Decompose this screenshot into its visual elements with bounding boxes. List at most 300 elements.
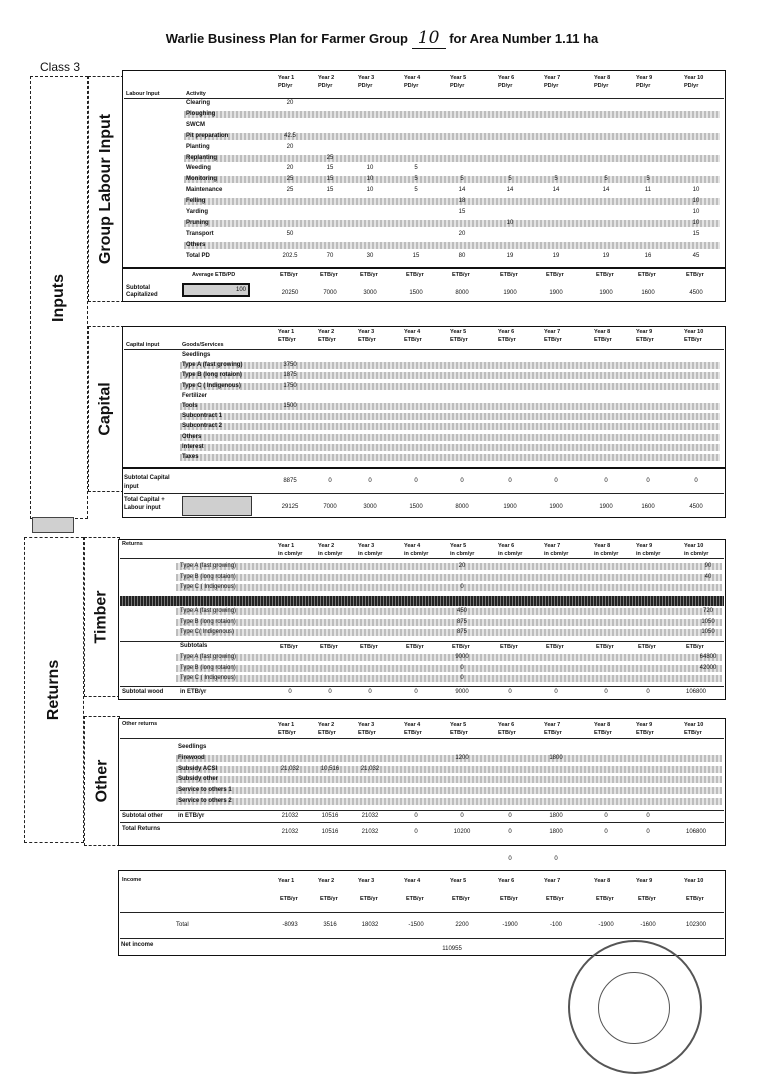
- timber-unit2: ETB/yr: [320, 644, 338, 650]
- labour-cell: 15: [458, 209, 466, 215]
- row-shading: [180, 413, 720, 420]
- labour-subtotal-cell: 4500: [689, 290, 703, 296]
- year-header: Year 6: [498, 75, 515, 81]
- table-rule: [124, 98, 724, 99]
- other-subtotal-cell: 0: [604, 813, 608, 819]
- income-total-cell: 102300: [685, 922, 707, 928]
- income-unit: ETB/yr: [500, 896, 518, 902]
- year-header: Year 10: [684, 722, 704, 728]
- unit-header: in cbm/yr: [684, 551, 709, 557]
- income-year: Year 5: [450, 878, 467, 884]
- other-subtotal-cell: 10516: [321, 813, 339, 819]
- below-y6: 0: [508, 856, 512, 862]
- other-total-cell: 1800: [549, 829, 563, 835]
- labour-cell: 10: [366, 176, 374, 183]
- row-shading: [180, 403, 720, 410]
- row-shading: [180, 362, 720, 369]
- other-cell: 1200: [455, 754, 469, 761]
- labour-col-b: Activity: [186, 91, 206, 97]
- other-cell: 1800: [549, 754, 563, 761]
- timber-subtotal-cell: 0: [414, 689, 418, 695]
- unit-header: ETB/yr: [636, 337, 654, 343]
- capital-subtotal-cell: 0: [554, 478, 558, 484]
- row-shading: [184, 133, 720, 140]
- income-unit: ETB/yr: [406, 896, 424, 902]
- income-year: Year 6: [498, 878, 515, 884]
- table-rule: [124, 493, 724, 494]
- income-unit: ETB/yr: [280, 896, 298, 902]
- table-rule: [124, 349, 724, 350]
- other-subtotal-cell: 0: [646, 813, 650, 819]
- capital-subtotal-cell: 0: [694, 478, 698, 484]
- income-year: Year 9: [636, 878, 653, 884]
- other-col-a: Other returns: [122, 721, 158, 727]
- labour-activity-label: Felling: [186, 198, 206, 205]
- timber-subtotal-unit: in ETB/yr: [180, 689, 207, 695]
- labour-unit2: ETB/yr: [546, 272, 564, 278]
- labour-subtotal-cell: 7000: [323, 290, 337, 296]
- year-header: Year 7: [544, 543, 561, 549]
- labour-cell: 5: [460, 176, 464, 183]
- labour-cell: 80: [458, 252, 466, 259]
- labour-cell: 19: [552, 252, 560, 259]
- capital-total-label: Total Capital + Labour input: [124, 497, 165, 511]
- capital-subtotal-cell: 0: [604, 478, 608, 484]
- labour-subtotal-cell: 1900: [599, 290, 613, 296]
- capital-item-label: Tools: [182, 403, 198, 409]
- labour-subtotal-cell: 3000: [363, 290, 377, 296]
- other-item-label: Subsidy ACSI: [178, 765, 218, 772]
- other-cell: 21,032: [360, 765, 380, 772]
- labour-unit2: ETB/yr: [360, 272, 378, 278]
- year-header: Year 5: [450, 75, 467, 81]
- row-shading: [176, 574, 722, 581]
- labour-activity-label: Yarding: [186, 209, 209, 215]
- labour-cell: 10: [506, 219, 514, 226]
- labour-subtotal-cell: 1500: [409, 290, 423, 296]
- labour-cell: 20: [286, 143, 294, 150]
- row-shading: [176, 584, 722, 591]
- year-header: Year 10: [684, 75, 704, 81]
- unit-header: PD/yr: [318, 83, 333, 89]
- unit-header: ETB/yr: [594, 730, 612, 736]
- labour-activity-label: Weeding: [186, 165, 211, 172]
- year-header: Year 5: [450, 329, 467, 335]
- labour-unit2: ETB/yr: [320, 272, 338, 278]
- unit-header: ETB/yr: [498, 730, 516, 736]
- labour-activity-label: Pit preparation: [186, 132, 229, 139]
- income-total-cell: 2200: [455, 922, 469, 928]
- labour-cell: 20: [458, 230, 466, 237]
- labour-activity-label: Pruning: [186, 219, 209, 226]
- unit-header: ETB/yr: [684, 337, 702, 343]
- year-header: Year 8: [594, 722, 611, 728]
- row-shading: [184, 176, 720, 183]
- capital-cell: 3750: [283, 362, 297, 369]
- unit-header: in cbm/yr: [278, 551, 303, 557]
- year-header: Year 2: [318, 329, 335, 335]
- total-input-shade: [182, 496, 252, 516]
- year-header: Year 5: [450, 543, 467, 549]
- year-header: Year 7: [544, 329, 561, 335]
- labour-cell: 25: [286, 187, 294, 194]
- labour-cell: 45: [692, 252, 700, 259]
- capital-cell: 1500: [283, 403, 297, 409]
- timber-vol-label: Type B (long rotaion): [180, 573, 236, 580]
- labour-unit2: ETB/yr: [638, 272, 656, 278]
- row-shading: [180, 434, 720, 441]
- unit-header: ETB/yr: [278, 337, 296, 343]
- title-suffix: for Area Number 1.11 ha: [449, 31, 599, 46]
- other-total-cell: 0: [646, 829, 650, 835]
- labour-cell: 14: [458, 187, 466, 194]
- unit-header: ETB/yr: [404, 730, 422, 736]
- timber-subtotal-cell: 0: [508, 689, 512, 695]
- other-subtotal-label: Subtotal other: [122, 813, 163, 819]
- unit-header: ETB/yr: [636, 730, 654, 736]
- labour-cell: 42.5: [284, 132, 296, 139]
- labour-cell: 25: [286, 176, 294, 183]
- labour-unit2: ETB/yr: [280, 272, 298, 278]
- labour-cell: 5: [414, 165, 418, 172]
- unit-header: ETB/yr: [404, 337, 422, 343]
- other-item-label: Firewood: [178, 754, 205, 761]
- other-total-cell: 106800: [685, 829, 707, 835]
- labour-table: [122, 70, 726, 268]
- timber-val-label: Type C ( Indigenous): [180, 675, 236, 681]
- unit-header: in cbm/yr: [594, 551, 619, 557]
- labour-cell: 5: [508, 176, 512, 183]
- other-subtotal-cell: 21032: [281, 813, 299, 819]
- labour-cell: 15: [412, 252, 420, 259]
- labour-cell: 14: [552, 187, 560, 194]
- labour-cell: 16: [644, 252, 652, 259]
- labour-unit2: ETB/yr: [452, 272, 470, 278]
- labour-cell: 5: [646, 176, 650, 183]
- income-unit: ETB/yr: [596, 896, 614, 902]
- timber-subtotal-cell: 0: [328, 689, 332, 695]
- timber-unit2: ETB/yr: [452, 644, 470, 650]
- row-shading: [180, 423, 720, 430]
- labour-cell: 20: [286, 165, 294, 172]
- labour-cell: 10: [692, 198, 700, 205]
- unit-header: PD/yr: [404, 83, 419, 89]
- labour-section-label: Group Labour Input: [97, 113, 115, 265]
- timber-vol-label: Type C ( Indigenous): [180, 584, 236, 590]
- other-item-label: Seedlings: [178, 744, 207, 750]
- labour-cell: 20: [286, 100, 294, 106]
- year-header: Year 7: [544, 722, 561, 728]
- group-number-handwritten: 10: [412, 28, 446, 49]
- labour-cell: 10: [366, 165, 374, 172]
- income-unit: ETB/yr: [452, 896, 470, 902]
- labour-cell: 50: [286, 230, 294, 237]
- row-shading: [176, 755, 722, 762]
- row-shading: [184, 198, 720, 205]
- timber-price-label: Type C( Indigenous): [180, 629, 235, 635]
- timber-val-y10: 64800: [699, 654, 717, 660]
- income-unit: ETB/yr: [686, 896, 704, 902]
- income-total-cell: -1500: [408, 922, 424, 928]
- unit-header: ETB/yr: [278, 730, 296, 736]
- labour-activity-label: Replanting: [186, 154, 217, 161]
- labour-cell: 14: [506, 187, 514, 194]
- labour-cell: 18: [458, 198, 466, 205]
- income-total-cell: -1600: [640, 922, 656, 928]
- unit-header: ETB/yr: [498, 337, 516, 343]
- unit-header: PD/yr: [594, 83, 609, 89]
- row-shading: [176, 619, 722, 626]
- unit-header: ETB/yr: [684, 730, 702, 736]
- timber-price-y10: 1050: [701, 629, 715, 635]
- capital-item-label: Others: [182, 433, 202, 440]
- year-header: Year 4: [404, 722, 421, 728]
- year-header: Year 4: [404, 75, 421, 81]
- row-shading: [184, 155, 720, 162]
- labour-subtotal-cell: 1900: [549, 290, 563, 296]
- timber-price-y5: 875: [456, 629, 468, 635]
- labour-cell: 14: [602, 187, 610, 194]
- other-section-label: Other: [93, 759, 111, 803]
- other-total-cell: 0: [414, 829, 418, 835]
- other-total-cell: 10200: [453, 829, 471, 835]
- labour-cell: 15: [326, 176, 334, 183]
- row-shading: [176, 675, 722, 682]
- timber-subtotal-cell: 0: [368, 689, 372, 695]
- table-rule: [120, 558, 724, 559]
- timber-unit2: ETB/yr: [406, 644, 424, 650]
- labour-activity-label: Maintenance: [186, 187, 223, 194]
- year-header: Year 4: [404, 543, 421, 549]
- official-stamp-inner: [598, 972, 670, 1044]
- labour-activity-label: Planting: [186, 143, 210, 150]
- income-unit: ETB/yr: [360, 896, 378, 902]
- income-total-cell: 3516: [323, 922, 337, 928]
- unit-header: in cbm/yr: [544, 551, 569, 557]
- timber-vol-label: Type A (fast growing): [180, 563, 237, 569]
- other-subtotal-cell: 0: [460, 813, 464, 819]
- capital-subtotal-label: Subtotal Capital input: [124, 475, 170, 490]
- capital-subtotal-cell: 0: [646, 478, 650, 484]
- labour-activity-label: Monitoring: [186, 176, 217, 183]
- income-total-cell: -1900: [502, 922, 518, 928]
- other-total-cell: 21032: [361, 829, 379, 835]
- year-header: Year 9: [636, 722, 653, 728]
- other-cell: 21,032: [280, 765, 300, 772]
- timber-section-label: Timber: [93, 590, 110, 644]
- labour-cell: 15: [326, 165, 334, 172]
- capital-subtotal-cell: 0: [328, 478, 332, 484]
- income-total-label: Total: [176, 922, 189, 928]
- labour-unit2: ETB/yr: [596, 272, 614, 278]
- income-unit: ETB/yr: [546, 896, 564, 902]
- labour-cell: 11: [644, 187, 652, 194]
- capital-item-label: Taxes: [182, 454, 199, 460]
- capital-item-label: Subcontract 2: [182, 423, 223, 430]
- unit-header: ETB/yr: [450, 730, 468, 736]
- income-unit: ETB/yr: [638, 896, 656, 902]
- row-shading: [176, 563, 722, 570]
- labour-cell: 5: [604, 176, 608, 183]
- year-header: Year 5: [450, 722, 467, 728]
- row-shading: [176, 665, 722, 672]
- year-header: Year 1: [278, 722, 295, 728]
- table-rule: [120, 938, 724, 939]
- timber-unit2: ETB/yr: [638, 644, 656, 650]
- row-shading: [176, 798, 722, 805]
- year-header: Year 6: [498, 329, 515, 335]
- labour-unit2: ETB/yr: [406, 272, 424, 278]
- year-header: Year 2: [318, 543, 335, 549]
- row-shading: [180, 444, 720, 451]
- labour-col-a: Labour Input: [126, 91, 160, 97]
- labour-unit2: ETB/yr: [500, 272, 518, 278]
- capital-total-cell: 1900: [549, 504, 563, 510]
- income-year: Year 7: [544, 878, 561, 884]
- labour-cell: 5: [414, 187, 418, 194]
- timber-subtotal-cell: 0: [554, 689, 558, 695]
- labour-cell: 15: [692, 230, 700, 237]
- timber-val-y5: 9000: [455, 654, 469, 660]
- timber-subtotal-cell: 0: [288, 689, 292, 695]
- unit-header: ETB/yr: [544, 730, 562, 736]
- row-shading: [176, 654, 722, 661]
- labour-cell: 15: [326, 187, 334, 194]
- row-shading: [180, 383, 720, 390]
- income-total-cell: 18032: [361, 922, 379, 928]
- labour-cell: 19: [506, 252, 514, 259]
- other-item-label: Service to others 1: [178, 787, 232, 794]
- income-total-cell: -1900: [598, 922, 614, 928]
- timber-vol-y10: 90: [704, 563, 712, 569]
- income-total-cell: -8093: [282, 922, 298, 928]
- table-rule: [120, 738, 724, 739]
- row-shading: [176, 787, 722, 794]
- timber-vol-y10: 40: [704, 573, 712, 580]
- capital-item-label: Fertilizer: [182, 392, 208, 399]
- timber-val-y5: 0: [460, 675, 464, 681]
- labour-cell: 30: [366, 252, 374, 259]
- unit-header: ETB/yr: [318, 337, 336, 343]
- timber-vol-y5: 20: [458, 563, 466, 569]
- year-header: Year 8: [594, 543, 611, 549]
- unit-header: in cbm/yr: [358, 551, 383, 557]
- year-header: Year 1: [278, 543, 295, 549]
- capital-cell: 1750: [283, 382, 297, 389]
- timber-val-label: Type B (long rotaion): [180, 664, 236, 671]
- capital-col-b: Goods/Services: [182, 342, 224, 348]
- year-header: Year 6: [498, 543, 515, 549]
- year-header: Year 3: [358, 75, 375, 81]
- labour-avg-value: 100: [182, 283, 250, 297]
- year-header: Year 9: [636, 543, 653, 549]
- page-title: [0, 28, 764, 49]
- year-header: Year 1: [278, 329, 295, 335]
- income-year: Year 3: [358, 878, 375, 884]
- capital-item-label: Interest: [182, 443, 204, 450]
- unit-header: PD/yr: [636, 83, 651, 89]
- timber-price-y5: 450: [456, 608, 468, 614]
- row-shading: [184, 111, 720, 118]
- unit-header: ETB/yr: [544, 337, 562, 343]
- inputs-label: Inputs: [50, 273, 67, 322]
- inputs-marker-box: [32, 517, 74, 533]
- timber-price-y10: 1050: [701, 618, 715, 625]
- timber-unit2: ETB/yr: [596, 644, 614, 650]
- timber-price-y10: 720: [702, 608, 714, 614]
- labour-cell: 202.5: [282, 252, 298, 259]
- labour-avg-label: Average ETB/PD: [192, 272, 236, 278]
- row-shading: [184, 242, 720, 249]
- year-header: Year 7: [544, 75, 561, 81]
- labour-cell: 10: [366, 187, 374, 194]
- capital-cell: 1875: [283, 372, 297, 379]
- income-unit: ETB/yr: [320, 896, 338, 902]
- capital-subtotal-cell: 8875: [283, 478, 297, 484]
- labour-subtotal-cell: 20250: [281, 290, 299, 296]
- labour-cell: 5: [414, 176, 418, 183]
- year-header: Year 4: [404, 329, 421, 335]
- other-cell: 10,516: [320, 765, 340, 772]
- year-header: Year 10: [684, 543, 704, 549]
- net-income-value: 110955: [442, 946, 462, 952]
- capital-total-cell: 7000: [323, 504, 337, 510]
- returns-label: Returns: [45, 659, 63, 721]
- timber-unit2: ETB/yr: [546, 644, 564, 650]
- other-subtotal-cell: 0: [414, 813, 418, 819]
- capital-total-cell: 1900: [503, 504, 517, 510]
- timber-val-label: Type A (fast growing): [180, 654, 237, 660]
- year-header: Year 9: [636, 75, 653, 81]
- row-shading: [176, 629, 722, 636]
- unit-header: PD/yr: [358, 83, 373, 89]
- timber-unit2: ETB/yr: [280, 644, 298, 650]
- year-header: Year 3: [358, 722, 375, 728]
- capital-total-cell: 1600: [641, 504, 655, 510]
- capital-col-a: Capital input: [126, 342, 160, 348]
- capital-subtotal-cell: 0: [368, 478, 372, 484]
- table-rule: [120, 822, 724, 823]
- other-item-label: Service to others 2: [178, 798, 232, 804]
- labour-unit2: ETB/yr: [686, 272, 704, 278]
- row-shading: [176, 608, 722, 615]
- timber-col-a: Returns: [122, 541, 143, 547]
- unit-header: ETB/yr: [318, 730, 336, 736]
- labour-subtotal-label: Subtotal Capitalized: [126, 285, 158, 298]
- other-total-cell: 21032: [281, 829, 299, 835]
- unit-header: in cbm/yr: [318, 551, 343, 557]
- unit-header: PD/yr: [450, 83, 465, 89]
- unit-header: PD/yr: [278, 83, 293, 89]
- capital-total-cell: 1900: [599, 504, 613, 510]
- row-shading: [180, 372, 720, 379]
- below-y7: 0: [554, 856, 558, 862]
- capital-total-cell: 29125: [281, 504, 299, 510]
- row-shading: [176, 766, 722, 773]
- year-header: Year 6: [498, 722, 515, 728]
- capital-item-label: Seedlings: [182, 352, 211, 358]
- capital-subtotal-cell: 0: [508, 478, 512, 484]
- other-total-cell: 0: [604, 829, 608, 835]
- capital-total-cell: 1500: [409, 504, 423, 510]
- capital-item-label: Subcontract 1: [182, 413, 223, 420]
- labour-activity-label: Others: [186, 241, 206, 248]
- unit-header: in cbm/yr: [636, 551, 661, 557]
- labour-cell: 19: [602, 252, 610, 259]
- title-prefix: Warlie Business Plan for Farmer Group: [165, 31, 408, 46]
- capital-subtotal-cell: 0: [460, 478, 464, 484]
- other-item-label: Subsidy other: [178, 776, 219, 783]
